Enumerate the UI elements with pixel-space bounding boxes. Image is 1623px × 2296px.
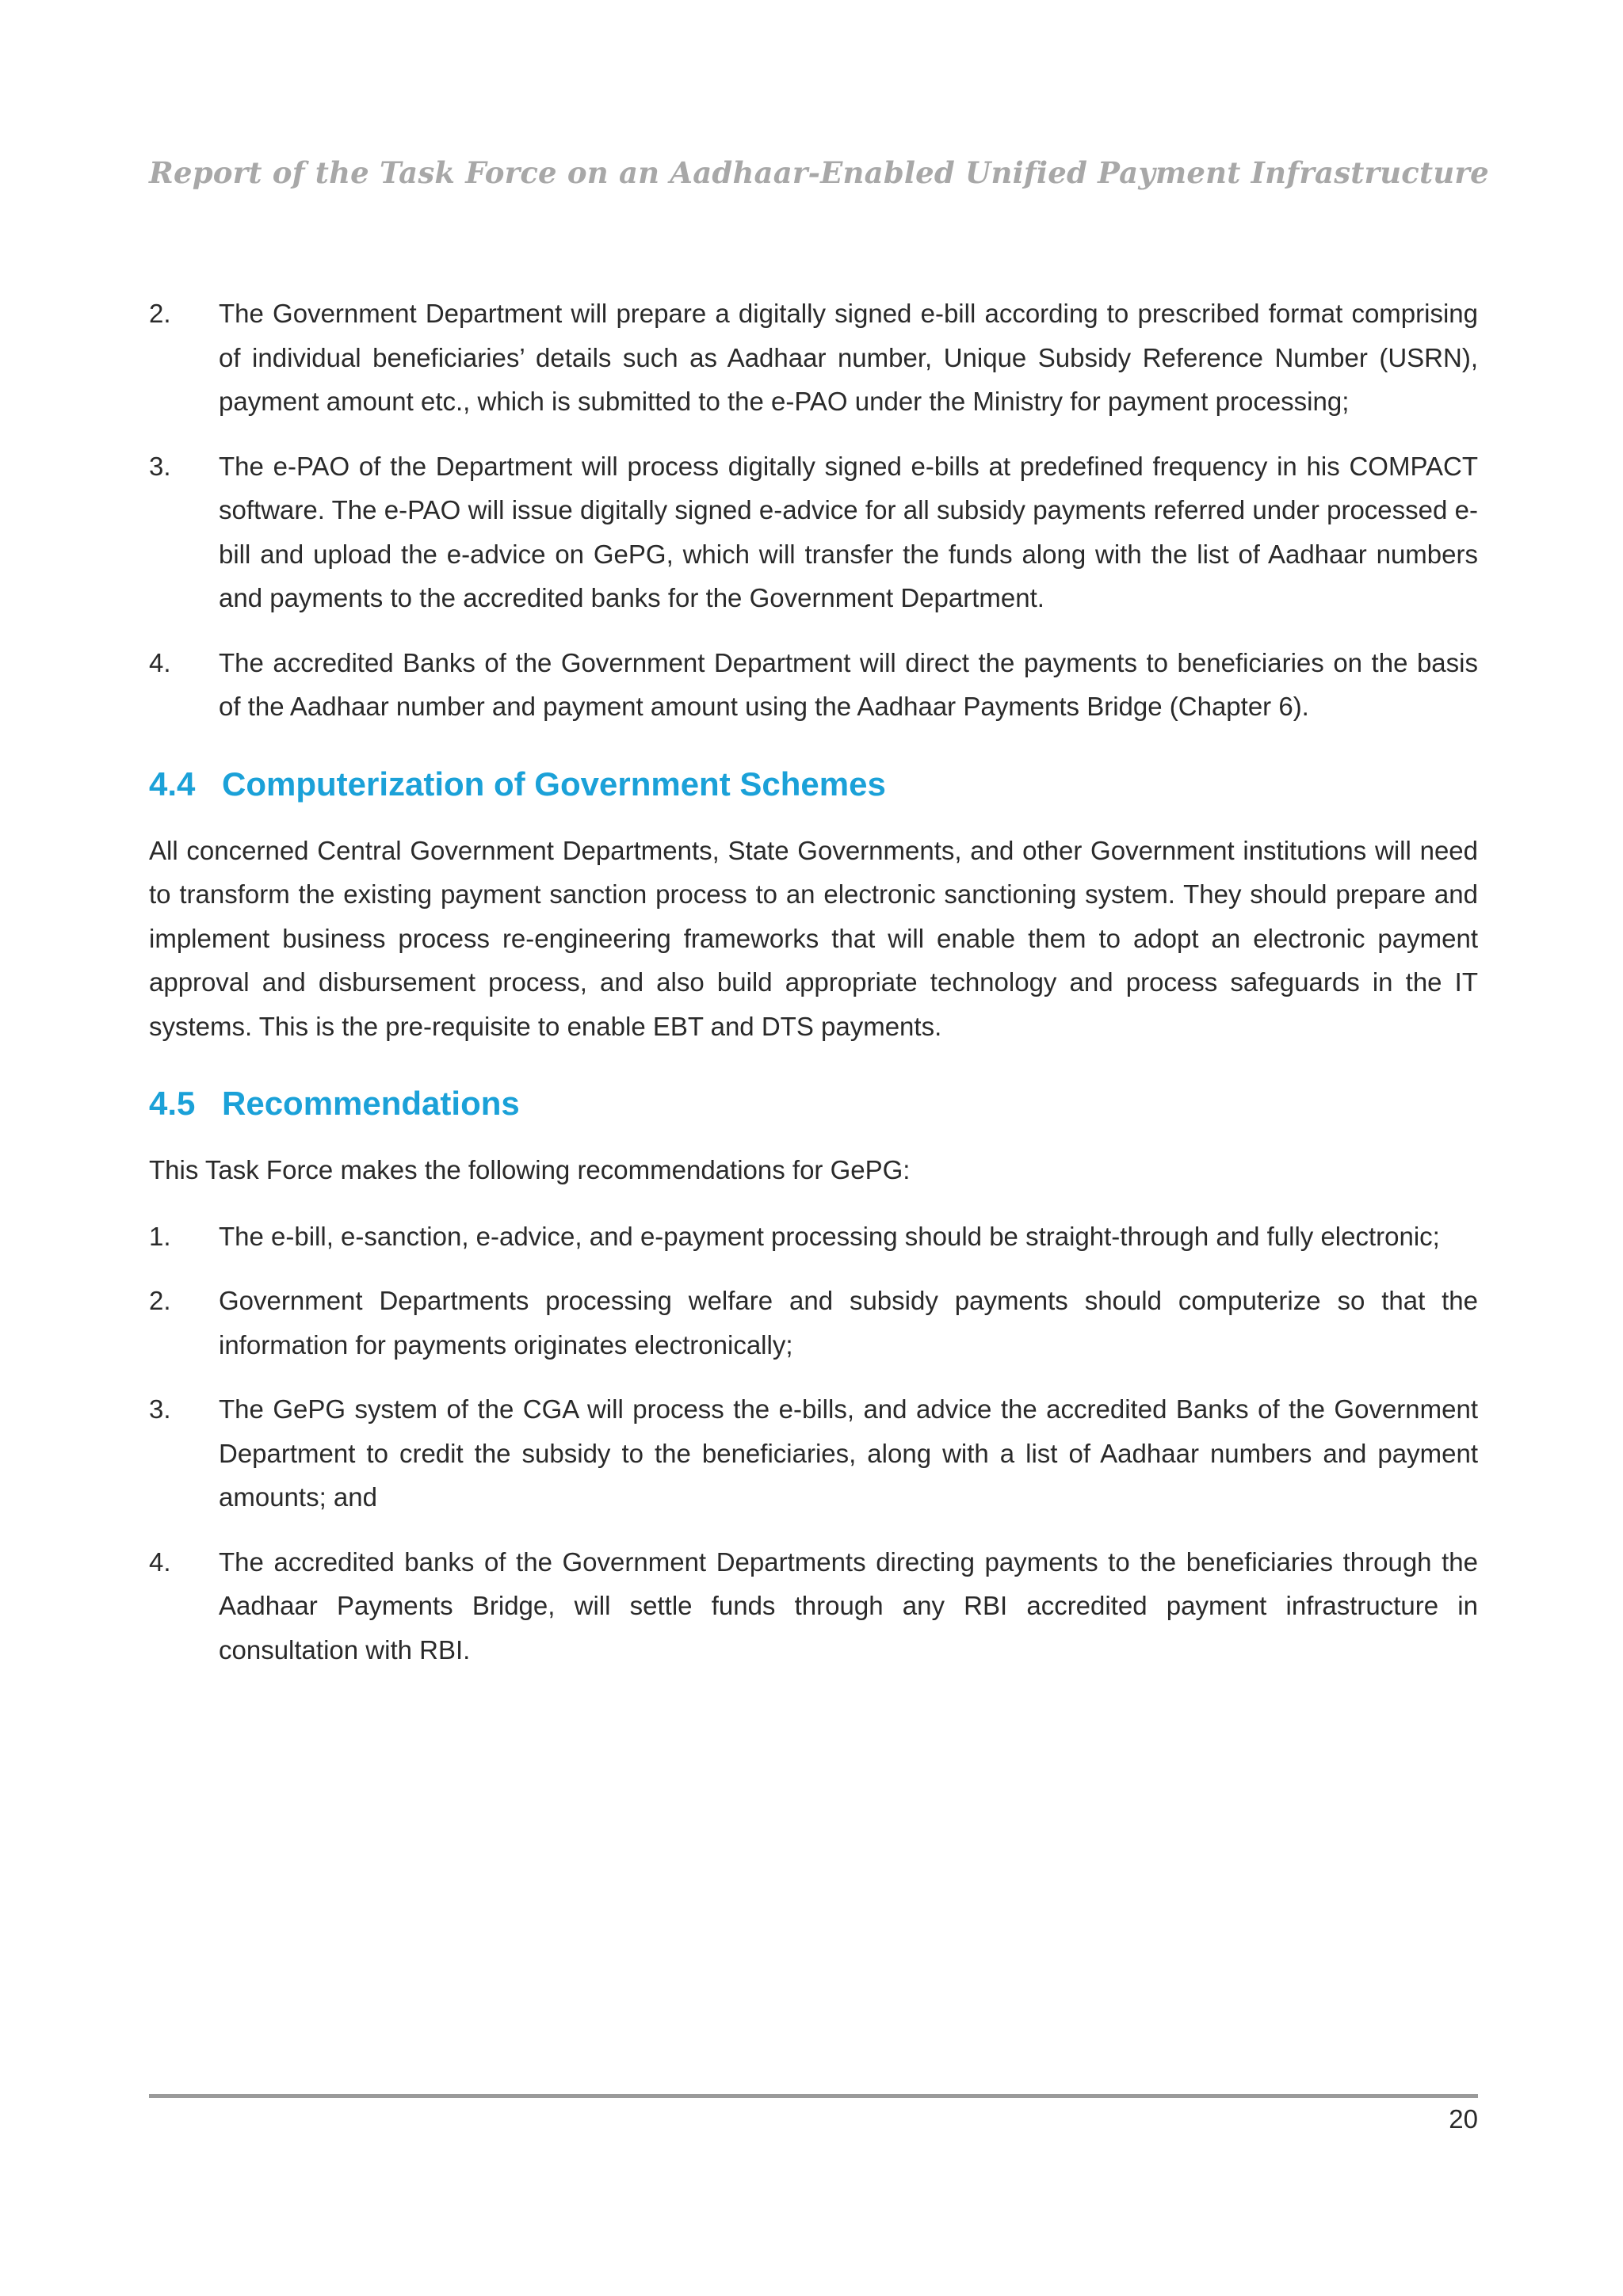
list-item-text: The e-PAO of the Department will process digitally signed e-bills at predefined frequency in his COMPACT software. The e-PAO will issue digitally signed e-advice for all subsidy payments referred under processed e-bill and upload the e-advice on GePG, which will transfer the funds along with the list of Aadhaar numbers and payments to the accredited banks for the Government Department.	[219, 451, 1478, 612]
list-item-text: The accredited Banks of the Government Department will direct the payments to beneficiaries on the basis of the Aadhaar number and payment amount using the Aadhaar Payments Bridge (Chapter 6).	[219, 647, 1478, 721]
list-item	[149, 292, 1478, 424]
list-item-number: 4.	[149, 647, 171, 677]
list-item-text: The accredited banks of the Government Departments directing payments to the beneficiaries through the Aadhaar Payments Bridge, will settle funds through any RBI accredited payment infrastructure in consultation with RBI.	[219, 1547, 1478, 1665]
list-item	[149, 641, 1478, 729]
section-title: Recommendations	[222, 1085, 520, 1122]
section-number: 4.4	[149, 765, 196, 803]
page-number: 20	[1449, 2104, 1478, 2134]
section-number: 4.5	[149, 1085, 196, 1122]
list-item-number: 3.	[149, 1394, 171, 1424]
list-item-number: 1.	[149, 1221, 171, 1251]
list-item-text: The Government Department will prepare a digitally signed e-bill according to prescribed format comprising of individual beneficiaries’ details such as Aadhaar number, Unique Subsidy Reference Number (USRN), payment amount etc., which is submitted to the e-PAO under the Ministry for payment processing;	[219, 299, 1478, 416]
section-heading-4-4	[149, 761, 1478, 808]
recommendation-item	[149, 1279, 1478, 1367]
recommendation-item	[149, 1387, 1478, 1520]
list-item	[149, 444, 1478, 620]
section-paragraph: All concerned Central Government Departments, State Governments, and other Government institutions will need to transform the existing payment sanction process to an electronic sanctioning system. They should prepare and implement business process re-engineering frameworks that will enable them to adopt an electronic payment approval and disbursement process, and also build appropriate technology and process safeguards in the IT systems. This is the pre-requisite to enable EBT and DTS payments.	[149, 835, 1478, 1041]
running-header: Report of the Task Force on an Aadhaar-Enabled Unified Payment Infrastructure	[149, 155, 1489, 190]
list-item-text: Government Departments processing welfare and subsidy payments should computerize so that the information for payments originates electronically;	[219, 1286, 1478, 1360]
list-item-number: 2.	[149, 1286, 171, 1315]
list-item-number: 2.	[149, 299, 171, 328]
recommendation-item	[149, 1215, 1478, 1259]
section-heading-4-5	[149, 1080, 1478, 1127]
recommendations-intro: This Task Force makes the following recommendations for GePG:	[149, 1155, 911, 1184]
section-title: Computerization of Government Schemes	[222, 765, 886, 803]
page-content	[149, 292, 1478, 1692]
list-item-number: 4.	[149, 1547, 171, 1577]
list-item-number: 3.	[149, 451, 171, 481]
list-item-text: The GePG system of the CGA will process the e-bills, and advice the accredited Banks of the Government Department to credit the subsidy to the beneficiaries, along with a list of Aadhaar numbers and payment amounts; and	[219, 1394, 1478, 1512]
recommendation-item	[149, 1540, 1478, 1672]
list-item-text: The e-bill, e-sanction, e-advice, and e-payment processing should be straight-through and fully electronic;	[219, 1221, 1440, 1251]
footer-divider	[149, 2094, 1478, 2098]
